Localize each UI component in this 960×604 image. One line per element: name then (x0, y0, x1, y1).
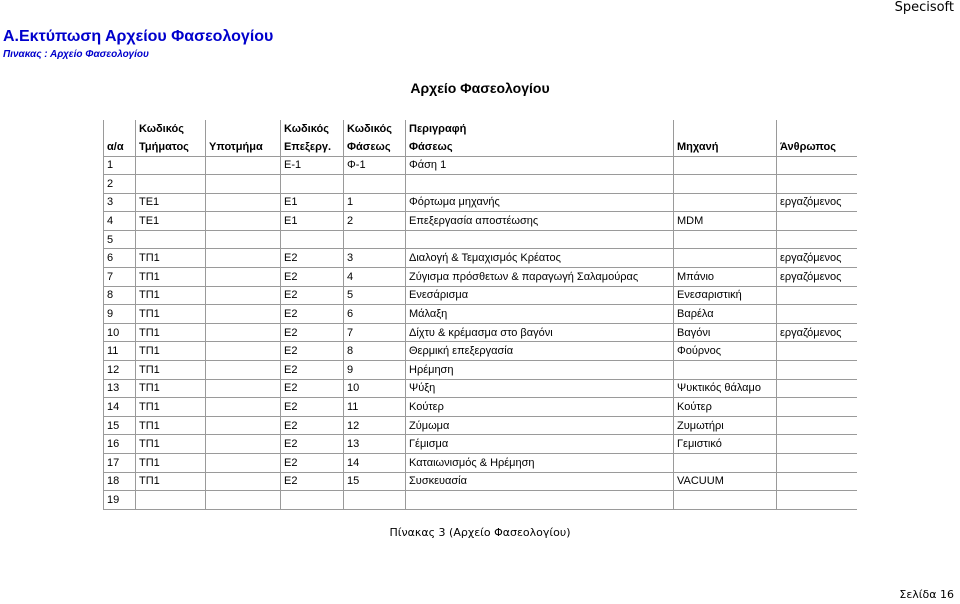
table-row (104, 175, 857, 194)
table-cell: Ζυμωτήρι (674, 416, 777, 435)
table-cell: Ε2 (281, 398, 344, 417)
table-cell: 5 (104, 230, 136, 249)
table-cell (206, 398, 281, 417)
table-cell: 2 (344, 212, 406, 231)
table-cell: Ε2 (281, 361, 344, 380)
table-cell: ΤΠ1 (136, 342, 206, 361)
table-cell (777, 435, 857, 454)
table-cell: εργαζόμενος (777, 268, 857, 287)
table-cell: Ε2 (281, 286, 344, 305)
table-cell: ΤΠ1 (136, 286, 206, 305)
table-cell: 12 (104, 361, 136, 380)
table-cell: Ε2 (281, 454, 344, 473)
table-cell (206, 361, 281, 380)
document-title: Α.Εκτύπωση Αρχείου Φασεολογίου (3, 28, 274, 45)
table-row (104, 230, 857, 249)
table-cell: 17 (104, 454, 136, 473)
report-title: Αρχείο Φασεολογίου (410, 80, 550, 96)
table-row (104, 435, 857, 454)
table-cell: 4 (344, 268, 406, 287)
table-cell (136, 491, 206, 510)
table-cell (206, 416, 281, 435)
table-row (104, 323, 857, 342)
header-cell: α/α (104, 138, 136, 156)
table-row (104, 361, 857, 380)
table-cell (777, 305, 857, 324)
table-cell: 9 (104, 305, 136, 324)
header-cell (674, 120, 777, 138)
table-cell: εργαζόμενος (777, 323, 857, 342)
table-row (104, 398, 857, 417)
table-cell: Ενεσάρισμα (406, 286, 674, 305)
table-row (104, 249, 857, 268)
table-cell: ΤΠ1 (136, 249, 206, 268)
table-cell: ΤΠ1 (136, 361, 206, 380)
table-cell: 8 (344, 342, 406, 361)
table-cell: Ε2 (281, 435, 344, 454)
table-row (104, 342, 857, 361)
table-cell: ΤΠ1 (136, 323, 206, 342)
table-cell: ΤΠ1 (136, 379, 206, 398)
table-cell: 8 (104, 286, 136, 305)
table-cell: Θερμική επεξεργασία (406, 342, 674, 361)
table-cell: 14 (104, 398, 136, 417)
table-cell (206, 156, 281, 175)
table-cell: Μάλαξη (406, 305, 674, 324)
table-cell: Κούτερ (406, 398, 674, 417)
header-cell: Τμήματος (136, 138, 206, 156)
table-cell: Ε1 (281, 193, 344, 212)
table-cell: 6 (344, 305, 406, 324)
table-cell (281, 230, 344, 249)
table-cell: Ε2 (281, 323, 344, 342)
table-cell (674, 156, 777, 175)
table-cell (777, 379, 857, 398)
table-cell: Ψύξη (406, 379, 674, 398)
header-cell: Κωδικός (136, 120, 206, 138)
table-cell (777, 454, 857, 473)
table-row (104, 193, 857, 212)
table-cell (777, 286, 857, 305)
table-cell: Ε2 (281, 305, 344, 324)
table-cell: 15 (344, 472, 406, 491)
table-cell: Ζύγισμα πρόσθετων & παραγωγή Σαλαμούρας (406, 268, 674, 287)
header-cell: Άνθρωπος (777, 138, 857, 156)
table-cell (674, 491, 777, 510)
table-cell (206, 305, 281, 324)
table-body (104, 156, 857, 509)
table-cell (206, 435, 281, 454)
table-cell: 10 (104, 323, 136, 342)
table-cell: 12 (344, 416, 406, 435)
header-cell (777, 120, 857, 138)
header-cell (104, 120, 136, 138)
table-row (104, 491, 857, 510)
table-cell: ΤΠ1 (136, 472, 206, 491)
table-cell (206, 268, 281, 287)
table-cell (281, 491, 344, 510)
table-cell (206, 323, 281, 342)
table-cell (777, 361, 857, 380)
phase-table (103, 120, 857, 510)
table-cell: 1 (104, 156, 136, 175)
header-cell: Κωδικός (344, 120, 406, 138)
table-cell: Συσκευασία (406, 472, 674, 491)
table-cell (136, 156, 206, 175)
table-cell (206, 249, 281, 268)
table-cell: Ε2 (281, 472, 344, 491)
table-cell: Επεξεργασία αποστέωσης (406, 212, 674, 231)
table-cell: 6 (104, 249, 136, 268)
table-cell (206, 175, 281, 194)
table-cell (674, 454, 777, 473)
table-cell: Βαρέλα (674, 305, 777, 324)
table-cell (206, 472, 281, 491)
table-row (104, 212, 857, 231)
table-cell (777, 416, 857, 435)
table-cell: Διαλογή & Τεμαχισμός Κρέατος (406, 249, 674, 268)
table-cell: εργαζόμενος (777, 249, 857, 268)
table-cell: Γεμιστικό (674, 435, 777, 454)
table-cell: Ε2 (281, 342, 344, 361)
table-cell: Φάση 1 (406, 156, 674, 175)
table-cell: 16 (104, 435, 136, 454)
table-cell (674, 249, 777, 268)
table-cell: ΤΠ1 (136, 435, 206, 454)
table-header-row-1 (104, 120, 857, 138)
table-row (104, 454, 857, 473)
header-cell: Περιγραφή (406, 120, 674, 138)
table-cell (777, 342, 857, 361)
table-cell (206, 342, 281, 361)
table-cell (406, 491, 674, 510)
table-cell: 4 (104, 212, 136, 231)
table-cell: 14 (344, 454, 406, 473)
brand-name: Specisoft (894, 0, 954, 15)
table-cell (206, 230, 281, 249)
table-cell: Κούτερ (674, 398, 777, 417)
table-cell: Ηρέμηση (406, 361, 674, 380)
table-cell: 3 (344, 249, 406, 268)
table-cell: Φούρνος (674, 342, 777, 361)
table-cell: εργαζόμενος (777, 193, 857, 212)
table-cell: Ε2 (281, 249, 344, 268)
table-cell: Ε-1 (281, 156, 344, 175)
table-cell: Ε2 (281, 268, 344, 287)
table-cell (344, 491, 406, 510)
table-cell: Ε1 (281, 212, 344, 231)
header-cell: Κωδικός (281, 120, 344, 138)
table-cell: Φόρτωμα μηχανής (406, 193, 674, 212)
table-cell: MDM (674, 212, 777, 231)
table-cell (136, 230, 206, 249)
table-cell (206, 379, 281, 398)
table-row (104, 472, 857, 491)
table-cell: Ε2 (281, 379, 344, 398)
table-cell: 1 (344, 193, 406, 212)
table-cell: Καταιωνισμός & Ηρέμηση (406, 454, 674, 473)
table-row (104, 268, 857, 287)
table-cell: ΤΠ1 (136, 416, 206, 435)
table-row (104, 305, 857, 324)
table-cell (674, 230, 777, 249)
table-cell: 18 (104, 472, 136, 491)
table-cell: 11 (344, 398, 406, 417)
table-cell (777, 472, 857, 491)
table-cell (206, 212, 281, 231)
table-cell: Βαγόνι (674, 323, 777, 342)
table-cell (777, 398, 857, 417)
table-cell: 2 (104, 175, 136, 194)
table-cell: Ενεσαριστική (674, 286, 777, 305)
table-cell: Ζύμωμα (406, 416, 674, 435)
table-cell: Φ-1 (344, 156, 406, 175)
table-cell: 10 (344, 379, 406, 398)
table-cell (777, 175, 857, 194)
table-cell (674, 175, 777, 194)
table-cell: Μπάνιο (674, 268, 777, 287)
table-cell (136, 175, 206, 194)
table-cell: 11 (104, 342, 136, 361)
table-cell: 15 (104, 416, 136, 435)
table-cell: Δίχτυ & κρέμασμα στο βαγόνι (406, 323, 674, 342)
header-cell: Φάσεως (406, 138, 674, 156)
table-cell: ΤΠ1 (136, 398, 206, 417)
table-cell: 9 (344, 361, 406, 380)
table-cell: ΤΕ1 (136, 193, 206, 212)
table-row (104, 286, 857, 305)
table-cell (777, 156, 857, 175)
table-caption: Πίνακας 3 (Αρχείο Φασεολογίου) (389, 526, 571, 539)
table-cell: 13 (104, 379, 136, 398)
header-cell: Επεξεργ. (281, 138, 344, 156)
table-cell: ΤΠ1 (136, 268, 206, 287)
table-row (104, 416, 857, 435)
table-cell: 19 (104, 491, 136, 510)
table-cell (344, 230, 406, 249)
table-cell (206, 193, 281, 212)
table-cell: 5 (344, 286, 406, 305)
table-cell: Ε2 (281, 416, 344, 435)
table-cell (406, 230, 674, 249)
table-cell: ΤΠ1 (136, 454, 206, 473)
table-cell (674, 193, 777, 212)
table-cell: ΤΠ1 (136, 305, 206, 324)
table-cell (206, 491, 281, 510)
table-row (104, 156, 857, 175)
table-cell: ΤΕ1 (136, 212, 206, 231)
table-cell (206, 454, 281, 473)
header-cell: Φάσεως (344, 138, 406, 156)
table-cell: 3 (104, 193, 136, 212)
header-cell: Μηχανή (674, 138, 777, 156)
table-cell (777, 230, 857, 249)
table-cell (777, 491, 857, 510)
document-subtitle: Πινακας : Αρχείο Φασεολογίου (3, 49, 149, 60)
table-row (104, 379, 857, 398)
page-number: Σελίδα 16 (899, 588, 954, 601)
table-cell: VACUUM (674, 472, 777, 491)
table-cell (344, 175, 406, 194)
table-cell: Ψυκτικός θάλαμο (674, 379, 777, 398)
table-cell (281, 175, 344, 194)
table-header-row-2 (104, 138, 857, 156)
table-cell (777, 212, 857, 231)
table-cell (674, 361, 777, 380)
table-cell: 13 (344, 435, 406, 454)
header-cell: Υποτμήμα (206, 138, 281, 156)
table-cell: 7 (344, 323, 406, 342)
table-cell (206, 286, 281, 305)
table-cell: 7 (104, 268, 136, 287)
header-cell (206, 120, 281, 138)
table-cell (406, 175, 674, 194)
table-cell: Γέμισμα (406, 435, 674, 454)
